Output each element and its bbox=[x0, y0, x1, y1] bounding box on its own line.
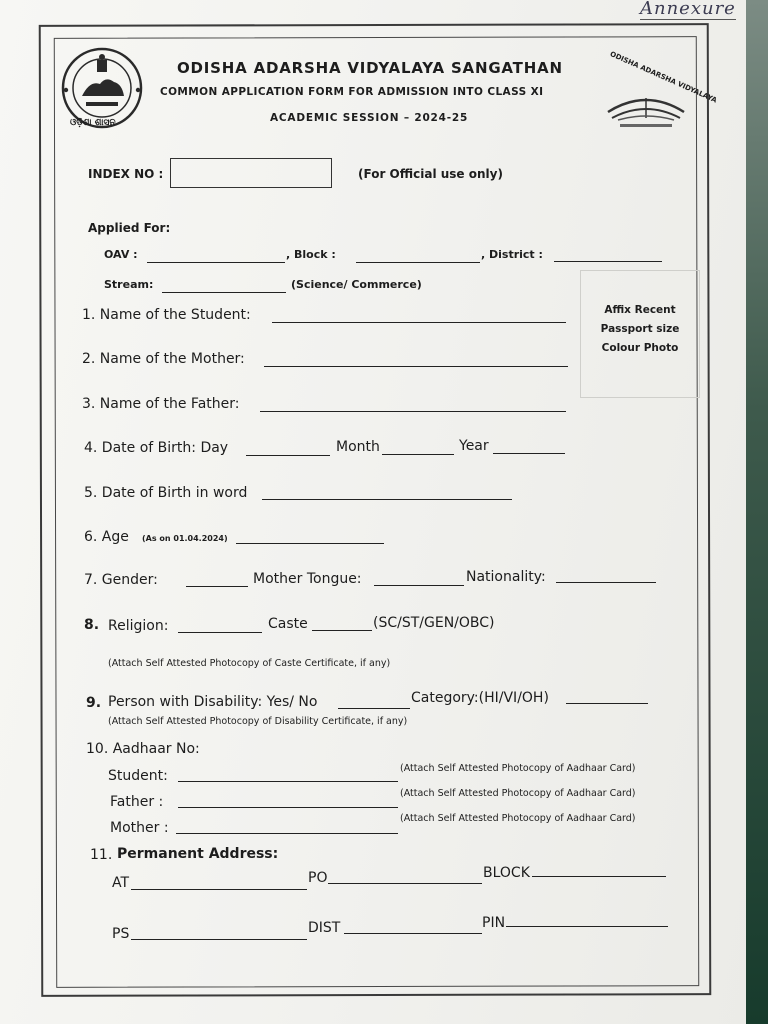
caste-label: Caste bbox=[268, 616, 308, 632]
aadhaar-label: 10. Aadhaar No: bbox=[86, 741, 200, 757]
ps-field[interactable] bbox=[131, 938, 307, 940]
father-name-label: 3. Name of the Father: bbox=[82, 396, 240, 412]
annexure-handwriting: Annexure bbox=[640, 0, 736, 19]
student-name-field[interactable] bbox=[272, 321, 566, 323]
aadhaar-mother-label: Mother : bbox=[110, 820, 169, 836]
disability-number: 9. bbox=[86, 695, 102, 711]
block-addr-field[interactable] bbox=[532, 875, 666, 877]
aadhaar-mother-field[interactable] bbox=[176, 832, 398, 834]
photo-box[interactable] bbox=[580, 270, 700, 398]
address-number: 11. bbox=[90, 847, 113, 863]
caste-attach-note: (Attach Self Attested Photocopy of Caste Certificate, if any) bbox=[108, 658, 391, 669]
student-name-label: 1. Name of the Student: bbox=[82, 307, 251, 323]
age-label: 6. Age bbox=[84, 529, 129, 545]
background-edge bbox=[746, 0, 768, 1024]
gender-field[interactable] bbox=[186, 585, 248, 587]
mother-name-field[interactable] bbox=[264, 365, 568, 367]
category-label: Category:(HI/VI/OH) bbox=[411, 690, 549, 706]
block-field[interactable] bbox=[356, 261, 480, 263]
index-no-label: INDEX NO : bbox=[88, 167, 164, 181]
photo-line-3: Colour Photo bbox=[601, 342, 679, 354]
religion-label: Religion: bbox=[108, 618, 169, 634]
aadhaar-student-field[interactable] bbox=[178, 780, 398, 782]
pin-field[interactable] bbox=[506, 925, 668, 927]
academic-session: ACADEMIC SESSION – 2024-25 bbox=[270, 112, 469, 124]
oav-label: OAV : bbox=[104, 248, 138, 261]
stream-field[interactable] bbox=[162, 291, 286, 293]
aadhaar-father-field[interactable] bbox=[178, 806, 398, 808]
dist-label: DIST bbox=[308, 920, 341, 936]
district-label: , District : bbox=[481, 248, 543, 261]
nationality-label: Nationality: bbox=[466, 569, 546, 585]
aadhaar-student-label: Student: bbox=[108, 768, 168, 784]
index-official-note: (For Official use only) bbox=[358, 167, 503, 181]
religion-field[interactable] bbox=[178, 631, 262, 633]
photo-line-2: Passport size bbox=[600, 323, 680, 335]
dist-field[interactable] bbox=[344, 932, 482, 934]
dob-words-field[interactable] bbox=[262, 498, 512, 500]
block-label: , Block : bbox=[286, 248, 336, 261]
aadhaar-father-label: Father : bbox=[110, 794, 164, 810]
pin-label: PIN bbox=[482, 915, 506, 931]
father-name-field[interactable] bbox=[260, 410, 566, 412]
address-label: Permanent Address: bbox=[117, 846, 279, 862]
dob-month-field[interactable] bbox=[382, 453, 454, 455]
ps-label: PS bbox=[112, 926, 130, 942]
aadhaar-father-note: (Attach Self Attested Photocopy of Aadhaar Card) bbox=[400, 788, 636, 799]
dob-year-field[interactable] bbox=[493, 452, 565, 454]
disability-attach-note: (Attach Self Attested Photocopy of Disability Certificate, if any) bbox=[108, 716, 408, 727]
disability-label: Person with Disability: Yes/ No bbox=[108, 694, 318, 710]
gender-label: 7. Gender: bbox=[84, 572, 158, 588]
stream-label: Stream: bbox=[104, 278, 154, 291]
aadhaar-mother-note: (Attach Self Attested Photocopy of Aadhaar Card) bbox=[400, 813, 636, 824]
photo-line-1: Affix Recent bbox=[604, 304, 676, 316]
district-field[interactable] bbox=[554, 260, 662, 262]
age-note: (As on 01.04.2024) bbox=[142, 534, 228, 543]
category-field[interactable] bbox=[566, 702, 648, 704]
caste-options: (SC/ST/GEN/OBC) bbox=[373, 615, 495, 631]
seal-caption: ଓଡ଼ିଶା ଶାସନ bbox=[70, 118, 116, 128]
disability-field[interactable] bbox=[338, 707, 410, 709]
religion-number: 8. bbox=[84, 617, 100, 633]
oav-logo-text: ODISHA ADARSHA VIDYALAYA bbox=[608, 50, 719, 105]
at-label: AT bbox=[112, 875, 130, 891]
po-label: PO bbox=[308, 870, 328, 886]
stream-note: (Science/ Commerce) bbox=[291, 278, 422, 291]
oav-field[interactable] bbox=[147, 261, 285, 263]
mother-tongue-label: Mother Tongue: bbox=[253, 571, 362, 587]
applied-for-label: Applied For: bbox=[88, 221, 171, 235]
dob-day-label: 4. Date of Birth: Day bbox=[84, 440, 229, 456]
mother-name-label: 2. Name of the Mother: bbox=[82, 351, 245, 367]
block-addr-label: BLOCK bbox=[483, 865, 530, 881]
dob-day-field[interactable] bbox=[246, 454, 330, 456]
caste-field[interactable] bbox=[312, 629, 372, 631]
dob-words-label: 5. Date of Birth in word bbox=[84, 485, 248, 501]
po-field[interactable] bbox=[328, 882, 482, 884]
at-field[interactable] bbox=[131, 888, 307, 890]
index-no-field[interactable] bbox=[170, 158, 332, 188]
mother-tongue-field[interactable] bbox=[374, 584, 464, 586]
nationality-field[interactable] bbox=[556, 581, 656, 583]
aadhaar-student-note: (Attach Self Attested Photocopy of Aadhaar Card) bbox=[400, 763, 636, 774]
form-title: COMMON APPLICATION FORM FOR ADMISSION INTO CLASS XI bbox=[160, 86, 544, 98]
age-field[interactable] bbox=[236, 542, 384, 544]
dob-year-label: Year bbox=[459, 438, 489, 454]
org-title: ODISHA ADARSHA VIDYALAYA SANGATHAN bbox=[177, 59, 563, 77]
dob-month-label: Month bbox=[336, 439, 380, 455]
